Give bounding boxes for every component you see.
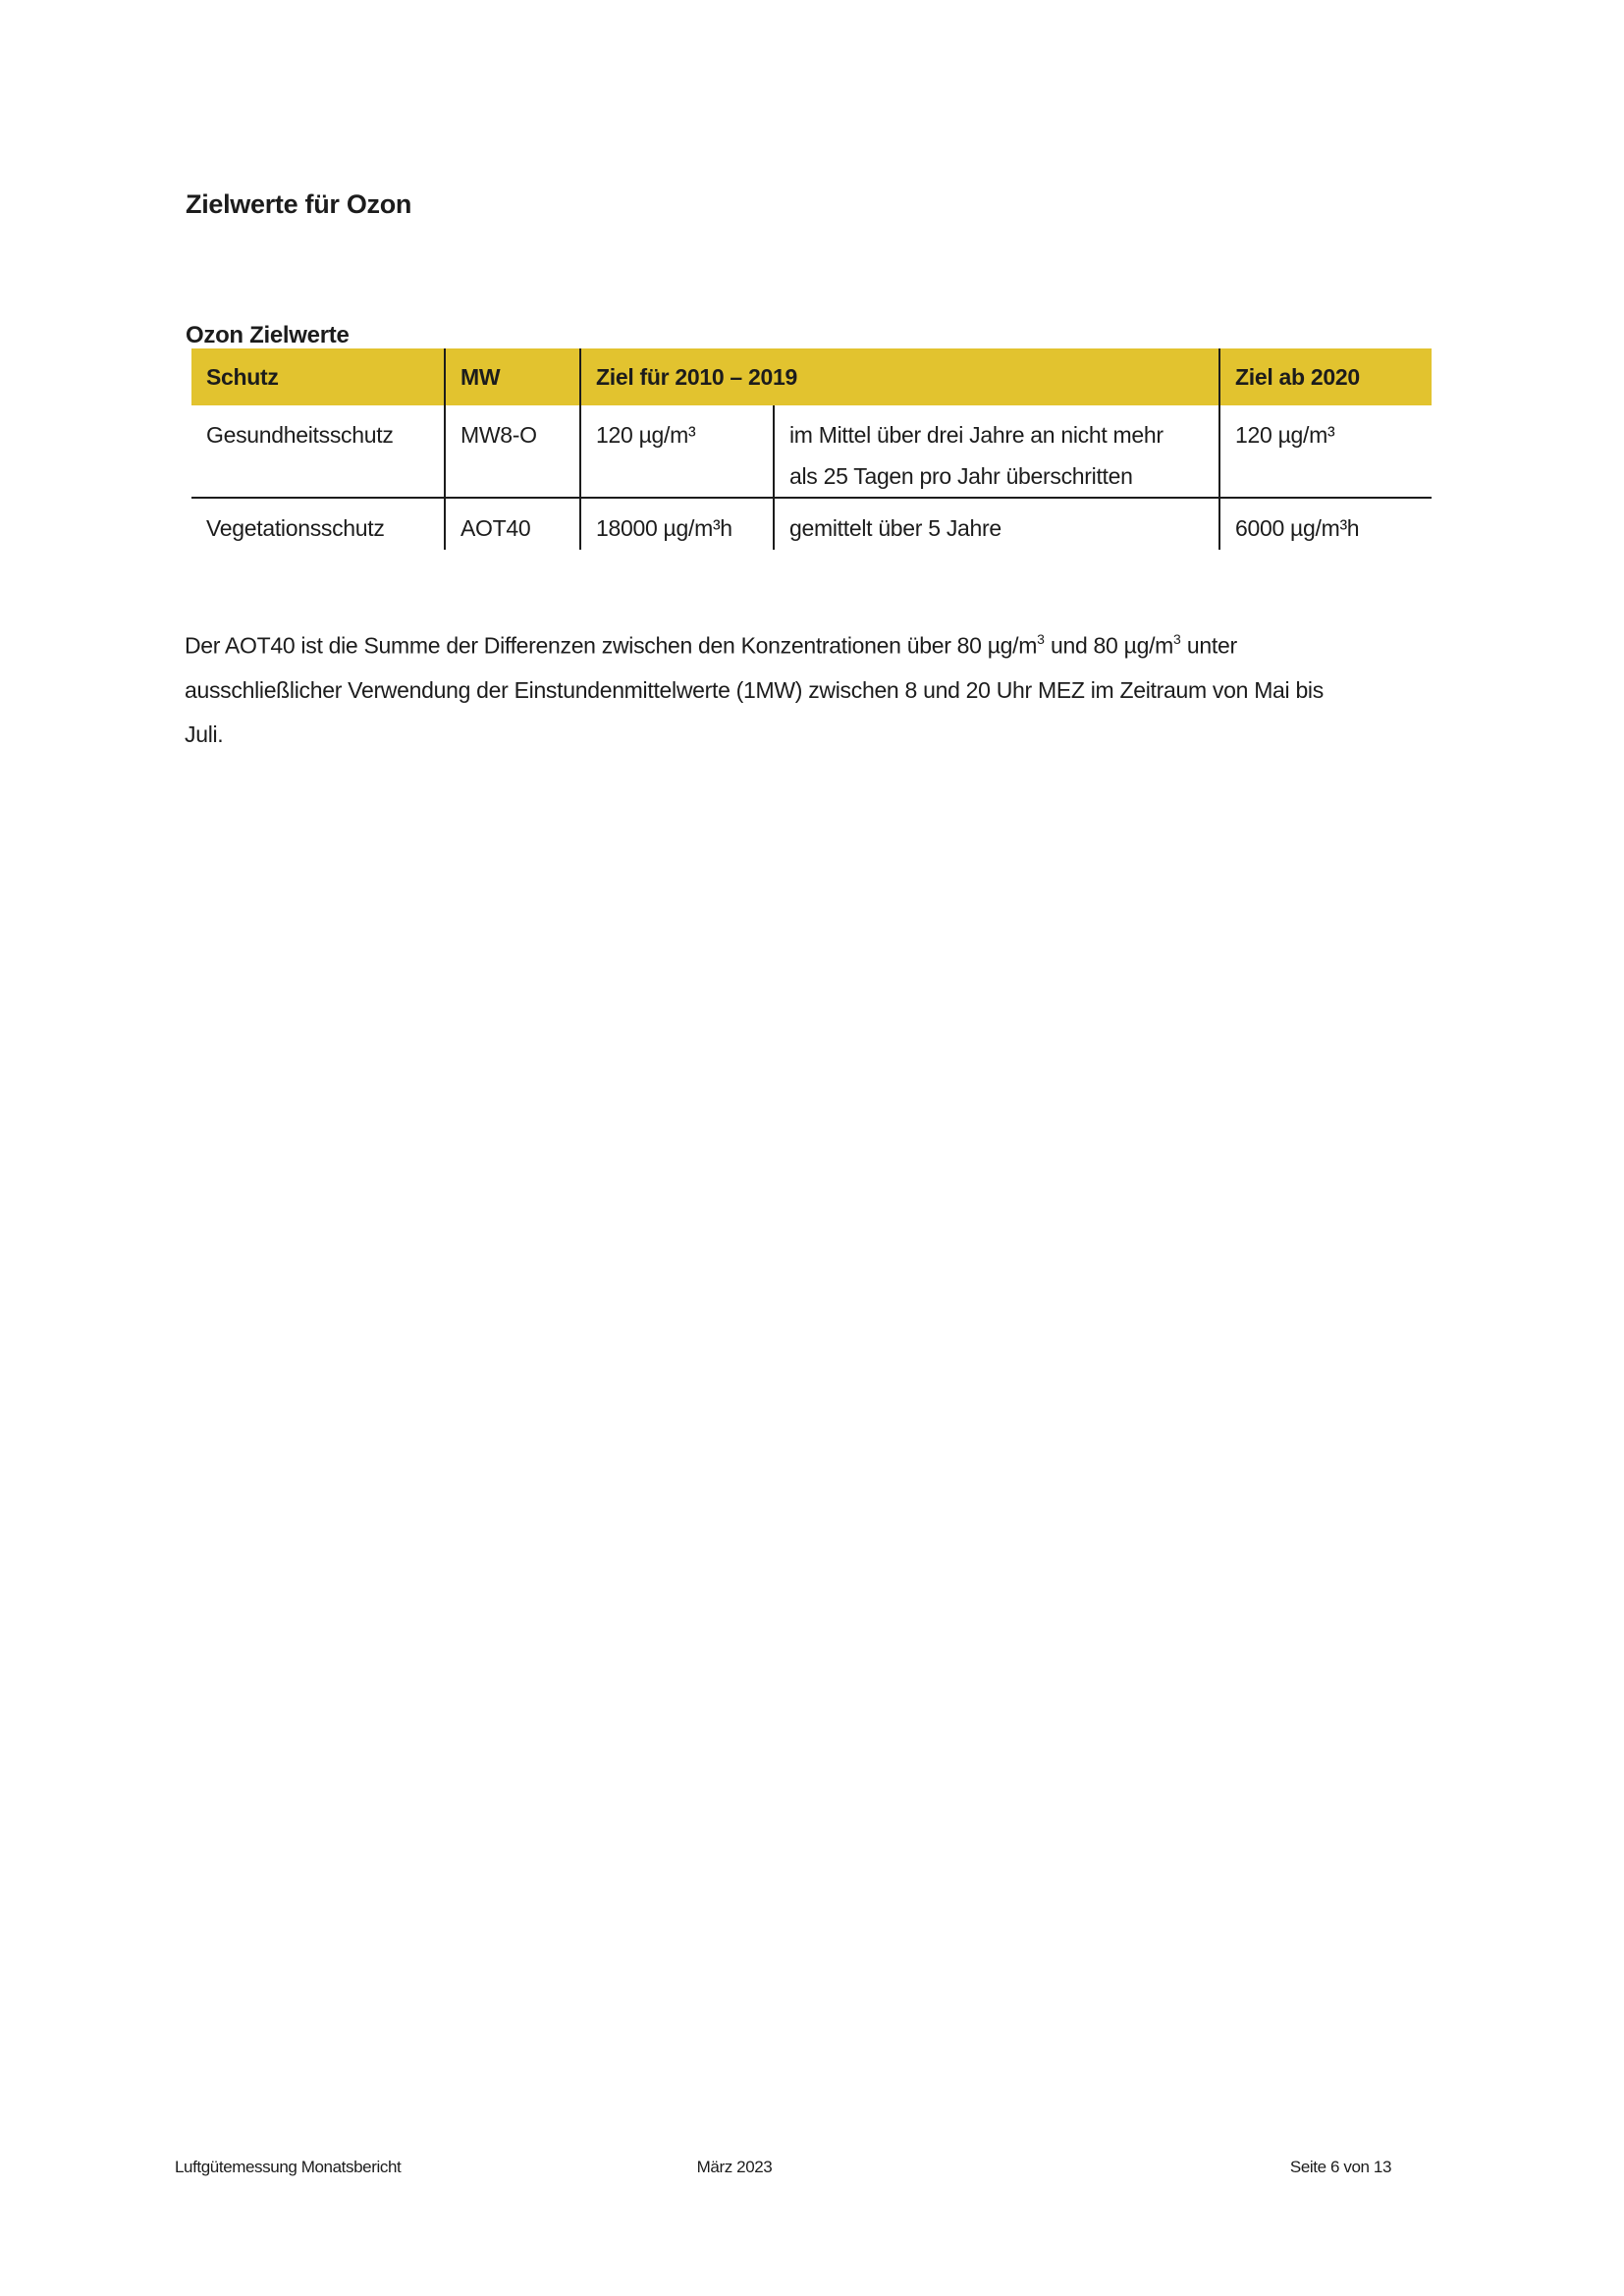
paragraph-line-2: ausschließlicher Verwendung der Einstundenmittelwerte (1MW) zwischen 8 und 20 Uhr MEZ im Zeitraum von Mai bis: [185, 676, 1324, 703]
cell-schutz: Gesundheitsschutz: [191, 405, 445, 498]
paragraph-line-3: Juli.: [185, 721, 224, 747]
cell-ziel-ab-2020: 6000 µg/m³h: [1219, 498, 1432, 550]
cell-ziel-bedingung: [774, 405, 1219, 498]
footer-report-month: März 2023: [696, 2158, 773, 2176]
paragraph-part-3: unter: [1180, 632, 1237, 659]
cell-ziel-wert: 120 µg/m³: [580, 405, 774, 498]
superscript-3: 3: [1037, 631, 1045, 647]
cell-schutz: Vegetationsschutz: [206, 515, 385, 541]
table-row-gesundheitsschutz: [191, 405, 1432, 498]
table-header-row: [191, 348, 1432, 405]
table-title: Ozon Zielwerte: [186, 321, 350, 348]
cell-ziel-ab-2020: 120 µg/m³: [1219, 405, 1432, 498]
col-header-schutz: Schutz: [191, 348, 445, 405]
footer-page-number: Seite 6 von 13: [1289, 2158, 1391, 2176]
col-header-ziel-ab-2020: Ziel ab 2020: [1219, 348, 1432, 405]
ozon-zielwerte-table: [191, 348, 1432, 550]
superscript-3: 3: [1173, 631, 1181, 647]
bedingung-line-1: im Mittel über drei Jahre an nicht mehr: [789, 422, 1164, 448]
bedingung-line-2: als 25 Tagen pro Jahr überschritten: [789, 463, 1133, 489]
cell-ziel-wert: 18000 µg/m³h: [580, 498, 774, 550]
aot40-definition-paragraph: [185, 618, 1500, 757]
col-header-mw: MW: [445, 348, 580, 405]
cell-ziel-bedingung: gemittelt über 5 Jahre: [774, 498, 1219, 550]
cell-mw: MW8-O: [445, 405, 580, 498]
paragraph-part-2: und 80 µg/m: [1044, 632, 1174, 659]
page-title: Zielwerte für Ozon: [186, 189, 412, 220]
footer-document-title: Luftgütemessung Monatsbericht: [175, 2158, 402, 2176]
cell-mw: AOT40: [445, 498, 580, 550]
col-header-ziel-2010-2019: Ziel für 2010 – 2019: [580, 348, 1219, 405]
paragraph-part-1: Der AOT40 ist die Summe der Differenzen zwischen den Konzentrationen über 80 µg/m: [185, 632, 1038, 659]
table-row-vegetationsschutz: [191, 498, 1432, 550]
